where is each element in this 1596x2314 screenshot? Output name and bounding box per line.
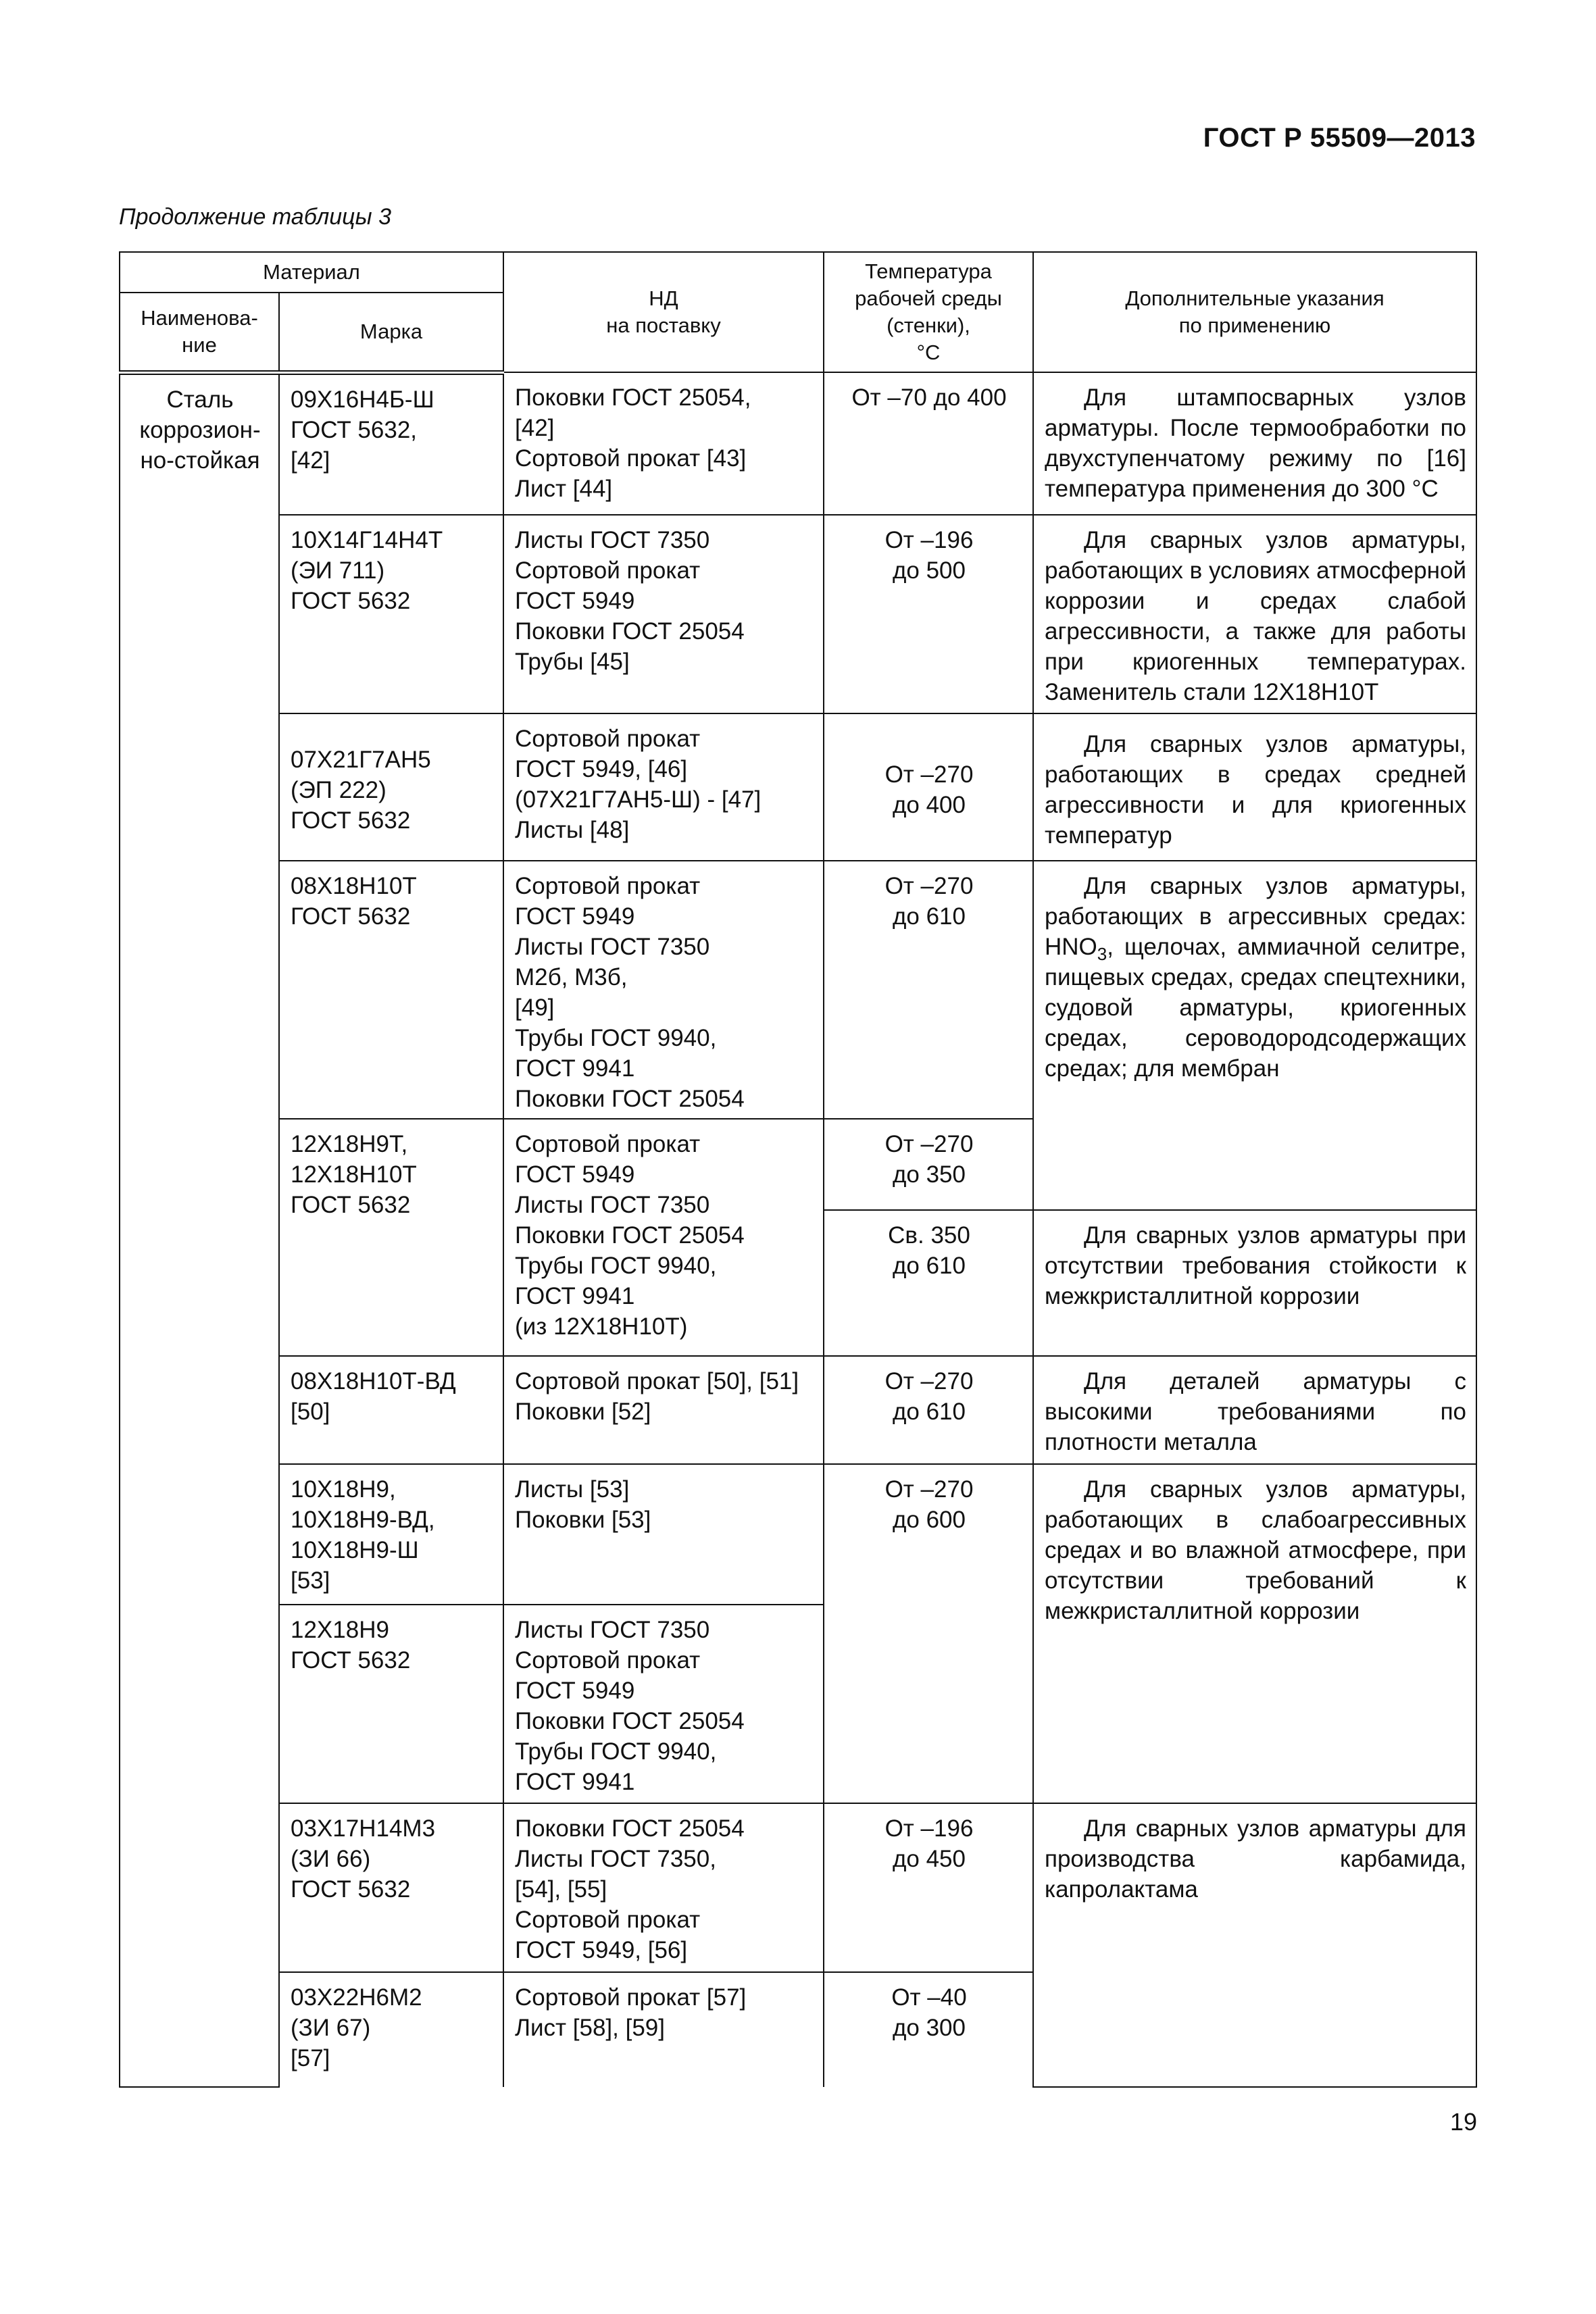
nd-cell: Листы [53] Поковки [53]: [503, 1464, 824, 1605]
table-row: [120, 372, 1476, 515]
notes-cell: Для сварных узлов арматуры для производства карбамида, капролактама: [1033, 1803, 1476, 2087]
header-grade: Марка: [279, 293, 503, 372]
temp-cell: От –270 до 350: [824, 1119, 1033, 1210]
nd-cell: Листы ГОСТ 7350 Сортовой прокат ГОСТ 5949 Поковки ГОСТ 25054 Трубы ГОСТ 9940, ГОСТ 9941: [503, 1605, 824, 1803]
grade-cell: 10Х18Н9, 10Х18Н9-ВД, 10Х18Н9-Ш [53]: [279, 1464, 503, 1605]
grade-cell: 08Х18Н10Т-ВД [50]: [279, 1356, 503, 1464]
grade-cell: 12Х18Н9Т, 12Х18Н10Т ГОСТ 5632: [279, 1119, 503, 1356]
notes-text: Для сварных узлов арматуры, работающих в агрессивных средах:: [1045, 873, 1466, 930]
grade-cell: 09Х16Н4Б-Ш ГОСТ 5632, [42]: [279, 372, 503, 515]
nd-cell: Поковки ГОСТ 25054 Листы ГОСТ 7350, [54], [55] Сортовой прокат ГОСТ 5949, [56]: [503, 1803, 824, 1972]
temp-cell: От –196 до 500: [824, 515, 1033, 713]
grade-cell: 03Х17Н14М3 (ЗИ 66) ГОСТ 5632: [279, 1803, 503, 1972]
notes-cell: Для сварных узлов арматуры, работающих в условиях атмосферной коррозии и средах слабой агрессивности, а также для работы при криогенных температурах. Заменитель стали 12Х18Н10Т: [1033, 515, 1476, 713]
nd-cell: Сортовой прокат ГОСТ 5949 Листы ГОСТ 7350 Поковки ГОСТ 25054 Трубы ГОСТ 9940, ГОСТ 9941 (из 12Х18Н10Т): [503, 1119, 824, 1356]
nd-cell: Листы ГОСТ 7350 Сортовой прокат ГОСТ 5949 Поковки ГОСТ 25054 Трубы [45]: [503, 515, 824, 713]
header-material: Материал: [120, 252, 503, 293]
temp-cell: От –270 до 610: [824, 1356, 1033, 1464]
table-row: [120, 1803, 1476, 1972]
temp-cell: Св. 350 до 610: [824, 1210, 1033, 1356]
temp-cell: От –196 до 450: [824, 1803, 1033, 1972]
notes-cell: Для штампосварных узлов арматуры. После термообработки по двухступенчатому режиму по [16] температура применения до 300 °С: [1033, 372, 1476, 515]
grade-cell: 03Х22Н6М2 (ЗИ 67) [57]: [279, 1972, 503, 2087]
material-name: Сталь коррозион- но-стойкая: [120, 372, 279, 2087]
table-row: [120, 1464, 1476, 1605]
temp-cell: От –270 до 610: [824, 861, 1033, 1119]
header-temperature: Температура рабочей среды (стенки), °С: [824, 252, 1033, 372]
nd-cell: Сортовой прокат [50], [51] Поковки [52]: [503, 1356, 824, 1464]
notes-cell: Для сварных узлов арматуры при отсутствии требования стойкости к межкристаллитной коррозии: [1033, 1210, 1476, 1356]
grade-cell: 12Х18Н9 ГОСТ 5632: [279, 1605, 503, 1803]
nd-cell: Сортовой прокат ГОСТ 5949 Листы ГОСТ 7350 М2б, М3б, [49] Трубы ГОСТ 9940, ГОСТ 9941 Поковки ГОСТ 25054: [503, 861, 824, 1119]
nd-cell: Поковки ГОСТ 25054, [42] Сортовой прокат [43] Лист [44]: [503, 372, 824, 515]
grade-cell: 10Х14Г14Н4Т (ЭИ 711) ГОСТ 5632: [279, 515, 503, 713]
nd-cell: Сортовой прокат ГОСТ 5949, [46] (07Х21Г7АН5-Ш) - [47] Листы [48]: [503, 713, 824, 861]
nd-cell: Сортовой прокат [57] Лист [58], [59]: [503, 1972, 824, 2087]
chem-formula: HNO: [1045, 934, 1097, 960]
table-row: [120, 1356, 1476, 1464]
materials-table: [119, 251, 1477, 2088]
notes-cell: Для деталей арматуры с высокими требованиями по плотности металла: [1033, 1356, 1476, 1464]
temp-cell: От –70 до 400: [824, 372, 1033, 515]
temp-cell: От –270 до 600: [824, 1464, 1033, 1803]
header-nd: НД на поставку: [503, 252, 824, 372]
notes-cell: Для сварных узлов арматуры, работающих в слабоагрессивных средах и во влажной атмосфере, при отсутствии требований к межкристаллитной коррозии: [1033, 1464, 1476, 1803]
header-name: Наименова- ние: [120, 293, 279, 372]
notes-text: , щелочах, аммиачной селитре, пищевых средах, средах спецтехники, судовой арматуры, криогенных средах, сероводородсодержащих средах; для мембран: [1045, 934, 1466, 1082]
page-number: 19: [1449, 2108, 1477, 2136]
grade-cell: 08Х18Н10Т ГОСТ 5632: [279, 861, 503, 1119]
grade-cell: 07Х21Г7АН5 (ЭП 222) ГОСТ 5632: [279, 713, 503, 861]
chem-subscript: 3: [1097, 944, 1107, 964]
header-notes: Дополнительные указания по применению: [1033, 252, 1476, 372]
table-row: [120, 861, 1476, 1119]
document-number: ГОСТ Р 55509—2013: [1203, 123, 1476, 153]
notes-cell: [1033, 861, 1476, 1210]
temp-cell: От –270 до 400: [824, 713, 1033, 861]
temp-cell: От –40 до 300: [824, 1972, 1033, 2087]
table-caption: Продолжение таблицы 3: [119, 204, 391, 230]
table-row: [120, 515, 1476, 713]
notes-cell: Для сварных узлов арматуры, работающих в средах средней агрессивности и для криогенных температур: [1033, 713, 1476, 861]
table-row: [120, 713, 1476, 861]
